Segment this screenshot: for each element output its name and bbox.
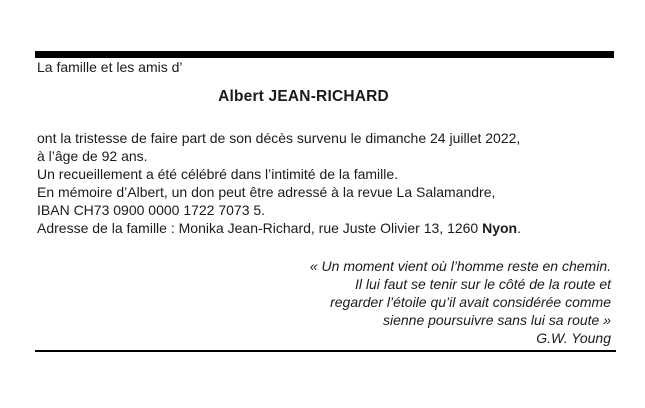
address-suffix: .: [517, 220, 521, 236]
quote-line-4: sienne poursuivre sans lui sa route »: [382, 312, 611, 328]
memorial-quote: [51, 257, 611, 347]
address-prefix: Adresse de la famille : Monika Jean-Richard, rue Juste Olivier 13, 1260: [37, 220, 483, 236]
address-city-bold: Nyon: [482, 220, 518, 236]
deceased-name: Albert JEAN-RICHARD: [218, 88, 389, 105]
quote-line-3: regarder l’étoile qu’il avait considérée comme: [330, 294, 611, 310]
mourning-top-bar: [35, 51, 614, 58]
quote-line-1: « Un moment vient où l’homme reste en chemin.: [309, 258, 611, 274]
body-line-death-announcement: ont la tristesse de faire part de son décès survenu le dimanche 24 juillet 2022,: [37, 130, 521, 146]
quote-line-2: Il lui faut se tenir sur le côté de la route et: [354, 276, 611, 292]
body-line-age: à l’âge de 92 ans.: [37, 148, 148, 164]
body-line-iban: IBAN CH73 0900 0000 1722 7073 5.: [37, 202, 266, 218]
body-line-donation: En mémoire d’Albert, un don peut être adressé à la revue La Salamandre,: [37, 184, 496, 200]
body-line-ceremony: Un recueillement a été célébré dans l’intimité de la famille.: [37, 166, 399, 182]
quote-attribution: G.W. Young: [536, 330, 611, 346]
intro-line: La famille et les amis d’: [37, 59, 183, 75]
bottom-rule: [35, 350, 616, 352]
body-line-family-address: [37, 219, 637, 237]
notice-body: [37, 129, 637, 237]
